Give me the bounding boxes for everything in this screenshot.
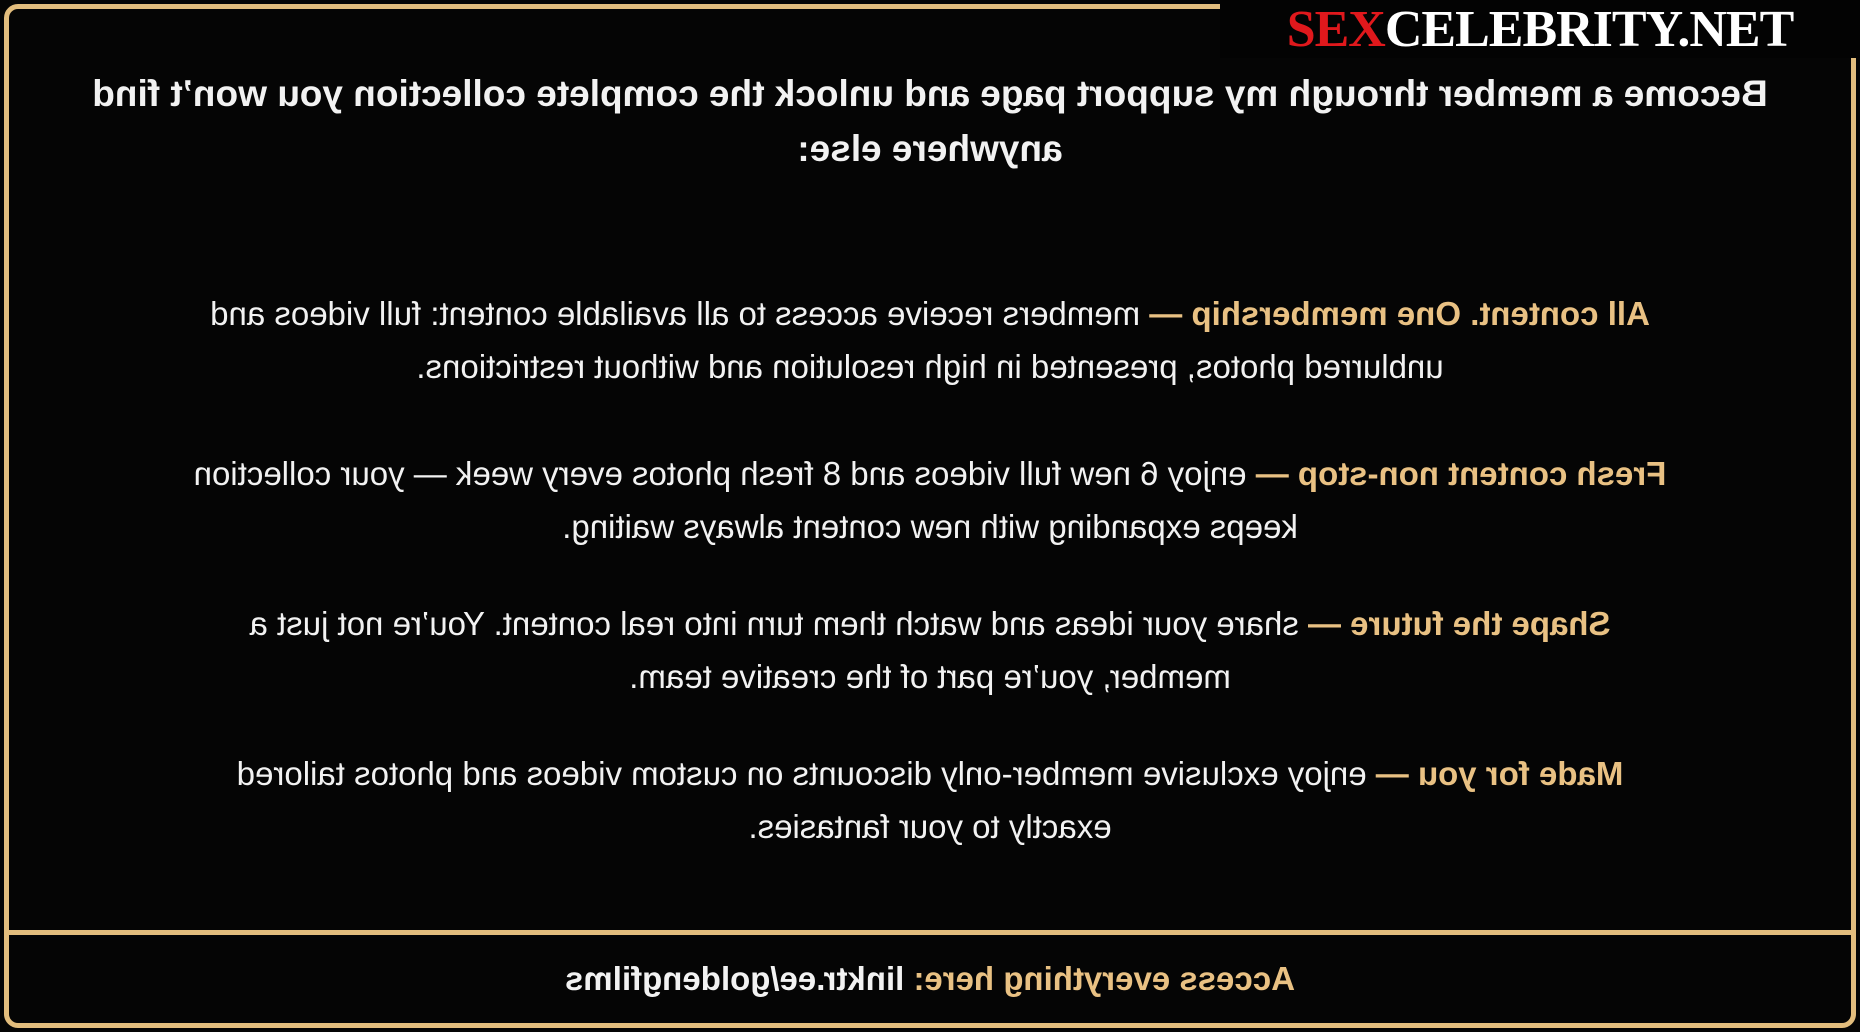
benefit-text: enjoy exclusive member-only discounts on custom videos and photos tailored: [236, 755, 1376, 792]
footer-cta: [40, 952, 1820, 1005]
benefit-line-2: keeps expanding with new content always waiting.: [562, 508, 1298, 545]
benefit-heading: Shape the future —: [1307, 605, 1611, 642]
benefit-heading: All content. One membership —: [1149, 295, 1650, 332]
benefit-line-2: member, you’re part of the creative team.: [629, 658, 1231, 695]
title-line-1: Become a member through my support page and unlock the complete collection you won’t find: [92, 73, 1768, 114]
benefit-text: members receive access to all available content: full videos and: [210, 295, 1150, 332]
watermark-brand-suffix: CELEBRITY.NET: [1384, 0, 1794, 58]
benefit-text: share your ideas and watch them turn into real content. You’re not just a: [249, 605, 1308, 642]
benefit-line-1: [45, 287, 1815, 340]
benefit-paragraph-fresh-content: [45, 447, 1815, 553]
benefit-line-1: [45, 747, 1815, 800]
benefit-line-1: [45, 597, 1815, 650]
footer-label: Access everything here:: [913, 960, 1295, 997]
title-line-2: anywhere else:: [797, 128, 1063, 169]
footer-link: linktr.ee/goldengfilms: [565, 960, 905, 997]
benefit-heading: Made for you —: [1375, 755, 1624, 792]
benefit-heading: Fresh content non-stop —: [1255, 455, 1667, 492]
benefit-paragraph-all-content: [45, 287, 1815, 393]
benefit-paragraph-shape-future: [45, 597, 1815, 703]
benefit-line-1: [45, 447, 1815, 500]
benefit-line-2: unblurred photos, presented in high resolution and without restrictions.: [416, 348, 1444, 385]
watermark-brand-prefix: SEX: [1286, 0, 1385, 58]
benefit-text: enjoy 6 new full videos and 8 fresh photos every week — your collection: [193, 455, 1256, 492]
benefit-paragraph-made-for-you: [45, 747, 1815, 853]
page-title: [40, 66, 1820, 176]
benefit-line-2: exactly to your fantasies.: [748, 808, 1112, 845]
